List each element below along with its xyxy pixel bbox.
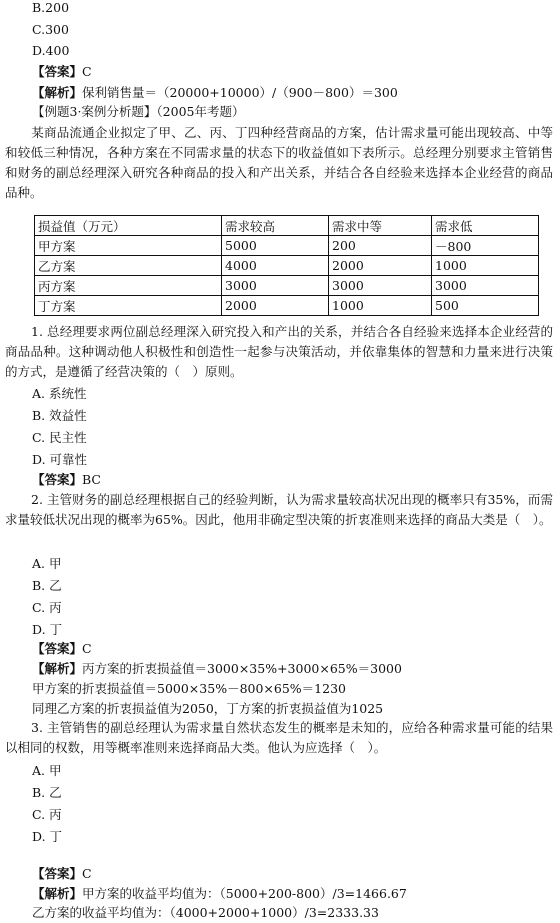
table-cell: 200: [329, 236, 432, 256]
q2-analysis-line-2: 甲方案的折衷损益值＝5000×35%－800×65%＝1230: [32, 681, 346, 696]
answer-tag: 【答案】: [32, 64, 83, 79]
analysis-tag: 【解析】: [32, 886, 83, 901]
table-cell: 500: [432, 296, 539, 316]
analysis-tag: 【解析】: [32, 661, 83, 676]
q2-answer: [32, 641, 92, 657]
answer-tag: 【答案】: [32, 472, 83, 487]
q3-answer: [32, 866, 92, 882]
analysis-text: 甲方案的收益平均值为：（5000+200-800）/3=1466.67: [82, 886, 407, 901]
table-header-cell: 损益值（万元）: [35, 216, 222, 236]
table-header-cell: 需求低: [432, 216, 539, 236]
table-header-row: [35, 216, 539, 236]
table-cell: 4000: [222, 256, 329, 276]
table-row: [35, 236, 539, 256]
answer-tag: 【答案】: [32, 641, 83, 656]
q2-option-b: B. 乙: [32, 578, 62, 593]
table-cell: 3000: [432, 276, 539, 296]
q3-option-a: A. 甲: [32, 763, 62, 778]
table-cell: 丁方案: [35, 296, 222, 316]
table-cell: 2000: [329, 256, 432, 276]
q1-text: [5, 322, 553, 382]
q3-option-d: D. 丁: [32, 829, 63, 844]
q1-answer: [32, 472, 101, 488]
q1-option-b: B. 效益性: [32, 408, 87, 423]
table-cell: 1000: [432, 256, 539, 276]
option-d: D.400: [32, 43, 70, 58]
table-header-cell: 需求中等: [329, 216, 432, 236]
q0-answer: [32, 64, 92, 80]
analysis-text: 保利销售量＝（20000+10000）/（900－800）＝300: [82, 85, 398, 100]
intro-paragraph: [5, 123, 553, 203]
payoff-table: [34, 215, 539, 316]
answer-value: C: [82, 866, 92, 881]
q2-analysis-line-1: [32, 661, 402, 677]
q3-option-b: B. 乙: [32, 785, 62, 800]
table-header-cell: 需求较高: [222, 216, 329, 236]
answer-tag: 【答案】: [32, 866, 83, 881]
table-cell: －800: [432, 236, 539, 256]
table-cell: 3000: [329, 276, 432, 296]
q0-analysis: [32, 85, 398, 101]
answer-value: C: [82, 64, 92, 79]
answer-value: C: [82, 641, 92, 656]
q1-option-c: C. 民主性: [32, 430, 87, 445]
table-cell: 2000: [222, 296, 329, 316]
q2-option-a: A. 甲: [32, 556, 62, 571]
intro-text: 某商品流通企业拟定了甲、乙、丙、丁四种经营商品的方案，估计需求量可能出现较高、中等和较低三种情况，各种方案在不同需求量的状态下的收益值如下表所示。总经理分别要求主管销售和财务的副总经理深入研究各种商品的投入和产出关系，并结合各自经验来选择本企业经营的商品品种。: [5, 125, 553, 200]
analysis-text: 丙方案的折衷损益值＝3000×35%+3000×65%＝3000: [82, 661, 402, 676]
table-row: [35, 296, 539, 316]
q3-analysis-line-1: [32, 886, 407, 902]
table-cell: 乙方案: [35, 256, 222, 276]
example-header: 【例题3·案例分析题】（2005年考题）: [32, 104, 245, 119]
table-cell: 3000: [222, 276, 329, 296]
table-row: [35, 256, 539, 276]
q2-option-c: C. 丙: [32, 600, 62, 615]
q2-text: [5, 490, 553, 530]
option-c: C.300: [32, 22, 69, 37]
q3-analysis-line-2: 乙方案的收益平均值为：（4000+2000+1000）/3=2333.33: [32, 905, 379, 920]
q1-stem: 1. 总经理要求两位副总经理深入研究投入和产出的关系，并结合各自经验来选择本企业经营的商品品种。这种调动他人积极性和创造性一起参与决策活动，并依靠集体的智慧和力量来进行决策的方式，是遵循了经营决策的（ ）原则。: [5, 324, 553, 379]
analysis-tag: 【解析】: [32, 85, 83, 100]
q2-option-d: D. 丁: [32, 622, 63, 637]
q3-text: [5, 718, 553, 758]
q3-stem: 3. 主管销售的副总经理认为需求量自然状态发生的概率是未知的，应给各种需求量可能的结果以相同的权数，用等概率准则来选择商品大类。他认为应选择（ ）。: [5, 720, 553, 755]
q2-stem: 2. 主管财务的副总经理根据自己的经验判断，认为需求量较高状况出现的概率只有35%，而需求量较低状况出现的概率为65%。因此，他用非确定型决策的折衷准则来选择的商品大类是（ ）。: [5, 492, 553, 527]
table-cell: 1000: [329, 296, 432, 316]
q3-option-c: C. 丙: [32, 807, 62, 822]
q1-option-d: D. 可靠性: [32, 452, 88, 467]
table-cell: 丙方案: [35, 276, 222, 296]
q2-analysis-line-3: 同理乙方案的折衷损益值为2050，丁方案的折衷损益值为1025: [32, 701, 384, 716]
table-row: [35, 276, 539, 296]
table-cell: 5000: [222, 236, 329, 256]
q1-option-a: A. 系统性: [32, 386, 87, 401]
table-cell: 甲方案: [35, 236, 222, 256]
option-b: B.200: [32, 0, 70, 15]
answer-value: BC: [82, 472, 101, 487]
